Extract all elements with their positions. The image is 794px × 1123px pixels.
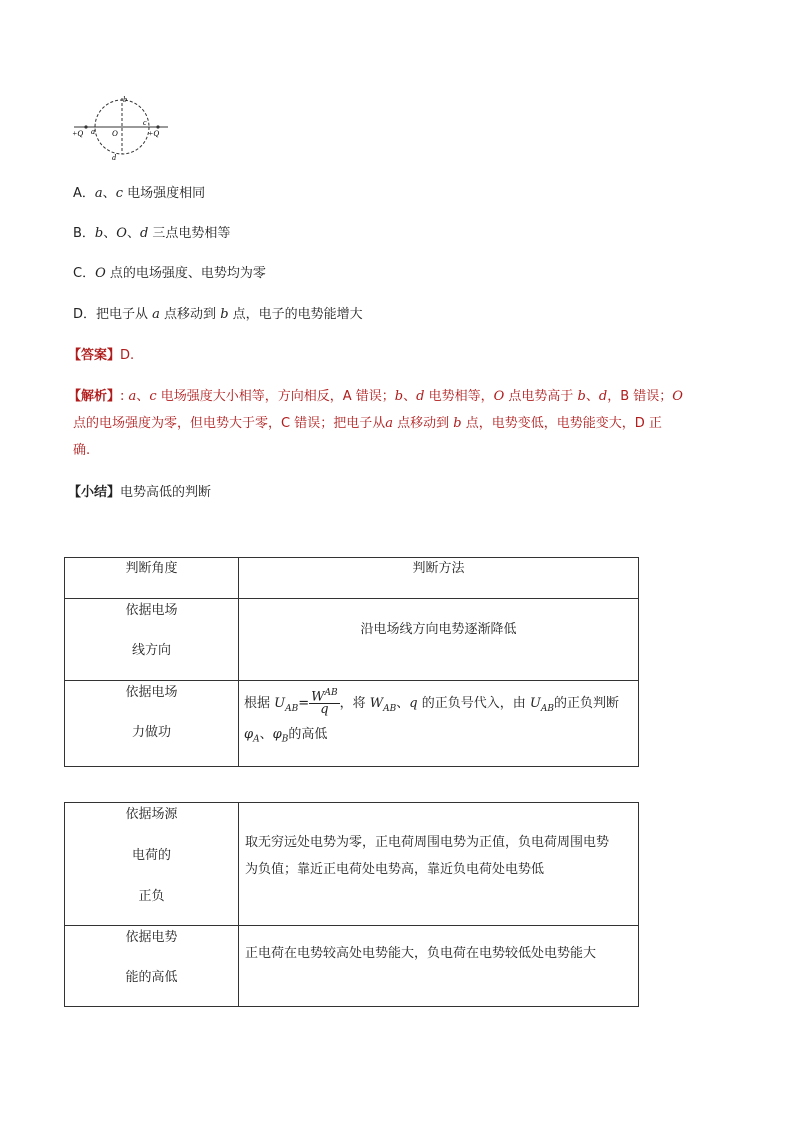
summary-line — [68, 481, 211, 500]
answer-label: 【答案】 — [68, 348, 121, 363]
table-2 — [64, 802, 639, 1007]
table-1-row-1 — [65, 599, 639, 681]
answer-value: D. — [120, 348, 135, 363]
table-1-header-row — [65, 558, 639, 599]
analysis-line-3: 确. — [73, 443, 91, 458]
label-left-charge: +Q — [72, 129, 84, 138]
row1-method: 沿电场线方向电势逐渐降低 — [239, 599, 639, 681]
row2-method-line-2: $\varphi_A$、$\varphi_B$的高低 — [244, 727, 328, 745]
t2-row1-angle: 依据场源 电荷的 正负 — [65, 803, 239, 926]
table-1 — [64, 557, 639, 767]
label-right-charge: +Q — [148, 129, 160, 138]
header-method: 判断方法 — [239, 558, 639, 599]
label-b: b — [123, 95, 127, 104]
analysis-line-2: 点的电场强度为零，但电势大于零，C 错误；把电子从a 点移动到 b 点，电势变低，电势能变大，D 正 — [73, 416, 662, 431]
left-charge-dot — [84, 125, 87, 128]
row2-angle: 依据电场 力做功 — [65, 681, 239, 767]
row2-method — [239, 681, 639, 767]
row1-angle: 依据电场 线方向 — [65, 599, 239, 681]
summary-label: 【小结】 — [68, 485, 121, 500]
summary-title: 电势高低的判断 — [120, 485, 212, 500]
label-c: c — [143, 118, 147, 127]
analysis-line-1: 【解析】: a、c 电场强度大小相等，方向相反，A 错误；b、d 电势相等，O 点电势高于 b、d，B 错误；O — [68, 389, 683, 404]
row2-method-line-1: 根据 $U_{AB}=$ $W^{AB}$ q ，将 $W_{AB}$、q 的正负号代入，由 $U_{AB}$的正负判断 — [244, 688, 619, 718]
label-d: d — [112, 153, 116, 162]
table-1-row-2 — [65, 681, 639, 767]
table-2-row-1 — [65, 803, 639, 926]
charge-diagram — [68, 90, 178, 162]
option-d: D．把电子从 a 点移动到 b 点，电子的电势能增大 — [73, 307, 363, 322]
label-O: O — [112, 129, 118, 138]
option-b: B．b、O、d 三点电势相等 — [73, 226, 231, 241]
table-2-row-2 — [65, 926, 639, 1007]
option-c: C．O 点的电场强度、电势均为零 — [73, 266, 266, 281]
t2-row2-angle: 依据电势 能的高低 — [65, 926, 239, 1007]
t2-row1-method: 取无穷远处电势为零，正电荷周围电势为正值，负电荷周围电势 为负值；靠近正电荷处电势高，靠近负电荷处电势低 — [239, 803, 639, 926]
fraction: $W^{AB}$ q — [311, 688, 338, 718]
label-a: a — [91, 127, 95, 136]
t2-row2-method: 正电荷在电势较高处电势能大，负电荷在电势较低处电势能大 — [239, 926, 639, 1007]
option-a: A．a、c 电场强度相同 — [73, 186, 206, 201]
header-angle: 判断角度 — [65, 558, 239, 599]
analysis-label: 【解析】 — [68, 389, 121, 404]
answer-line — [68, 344, 134, 363]
